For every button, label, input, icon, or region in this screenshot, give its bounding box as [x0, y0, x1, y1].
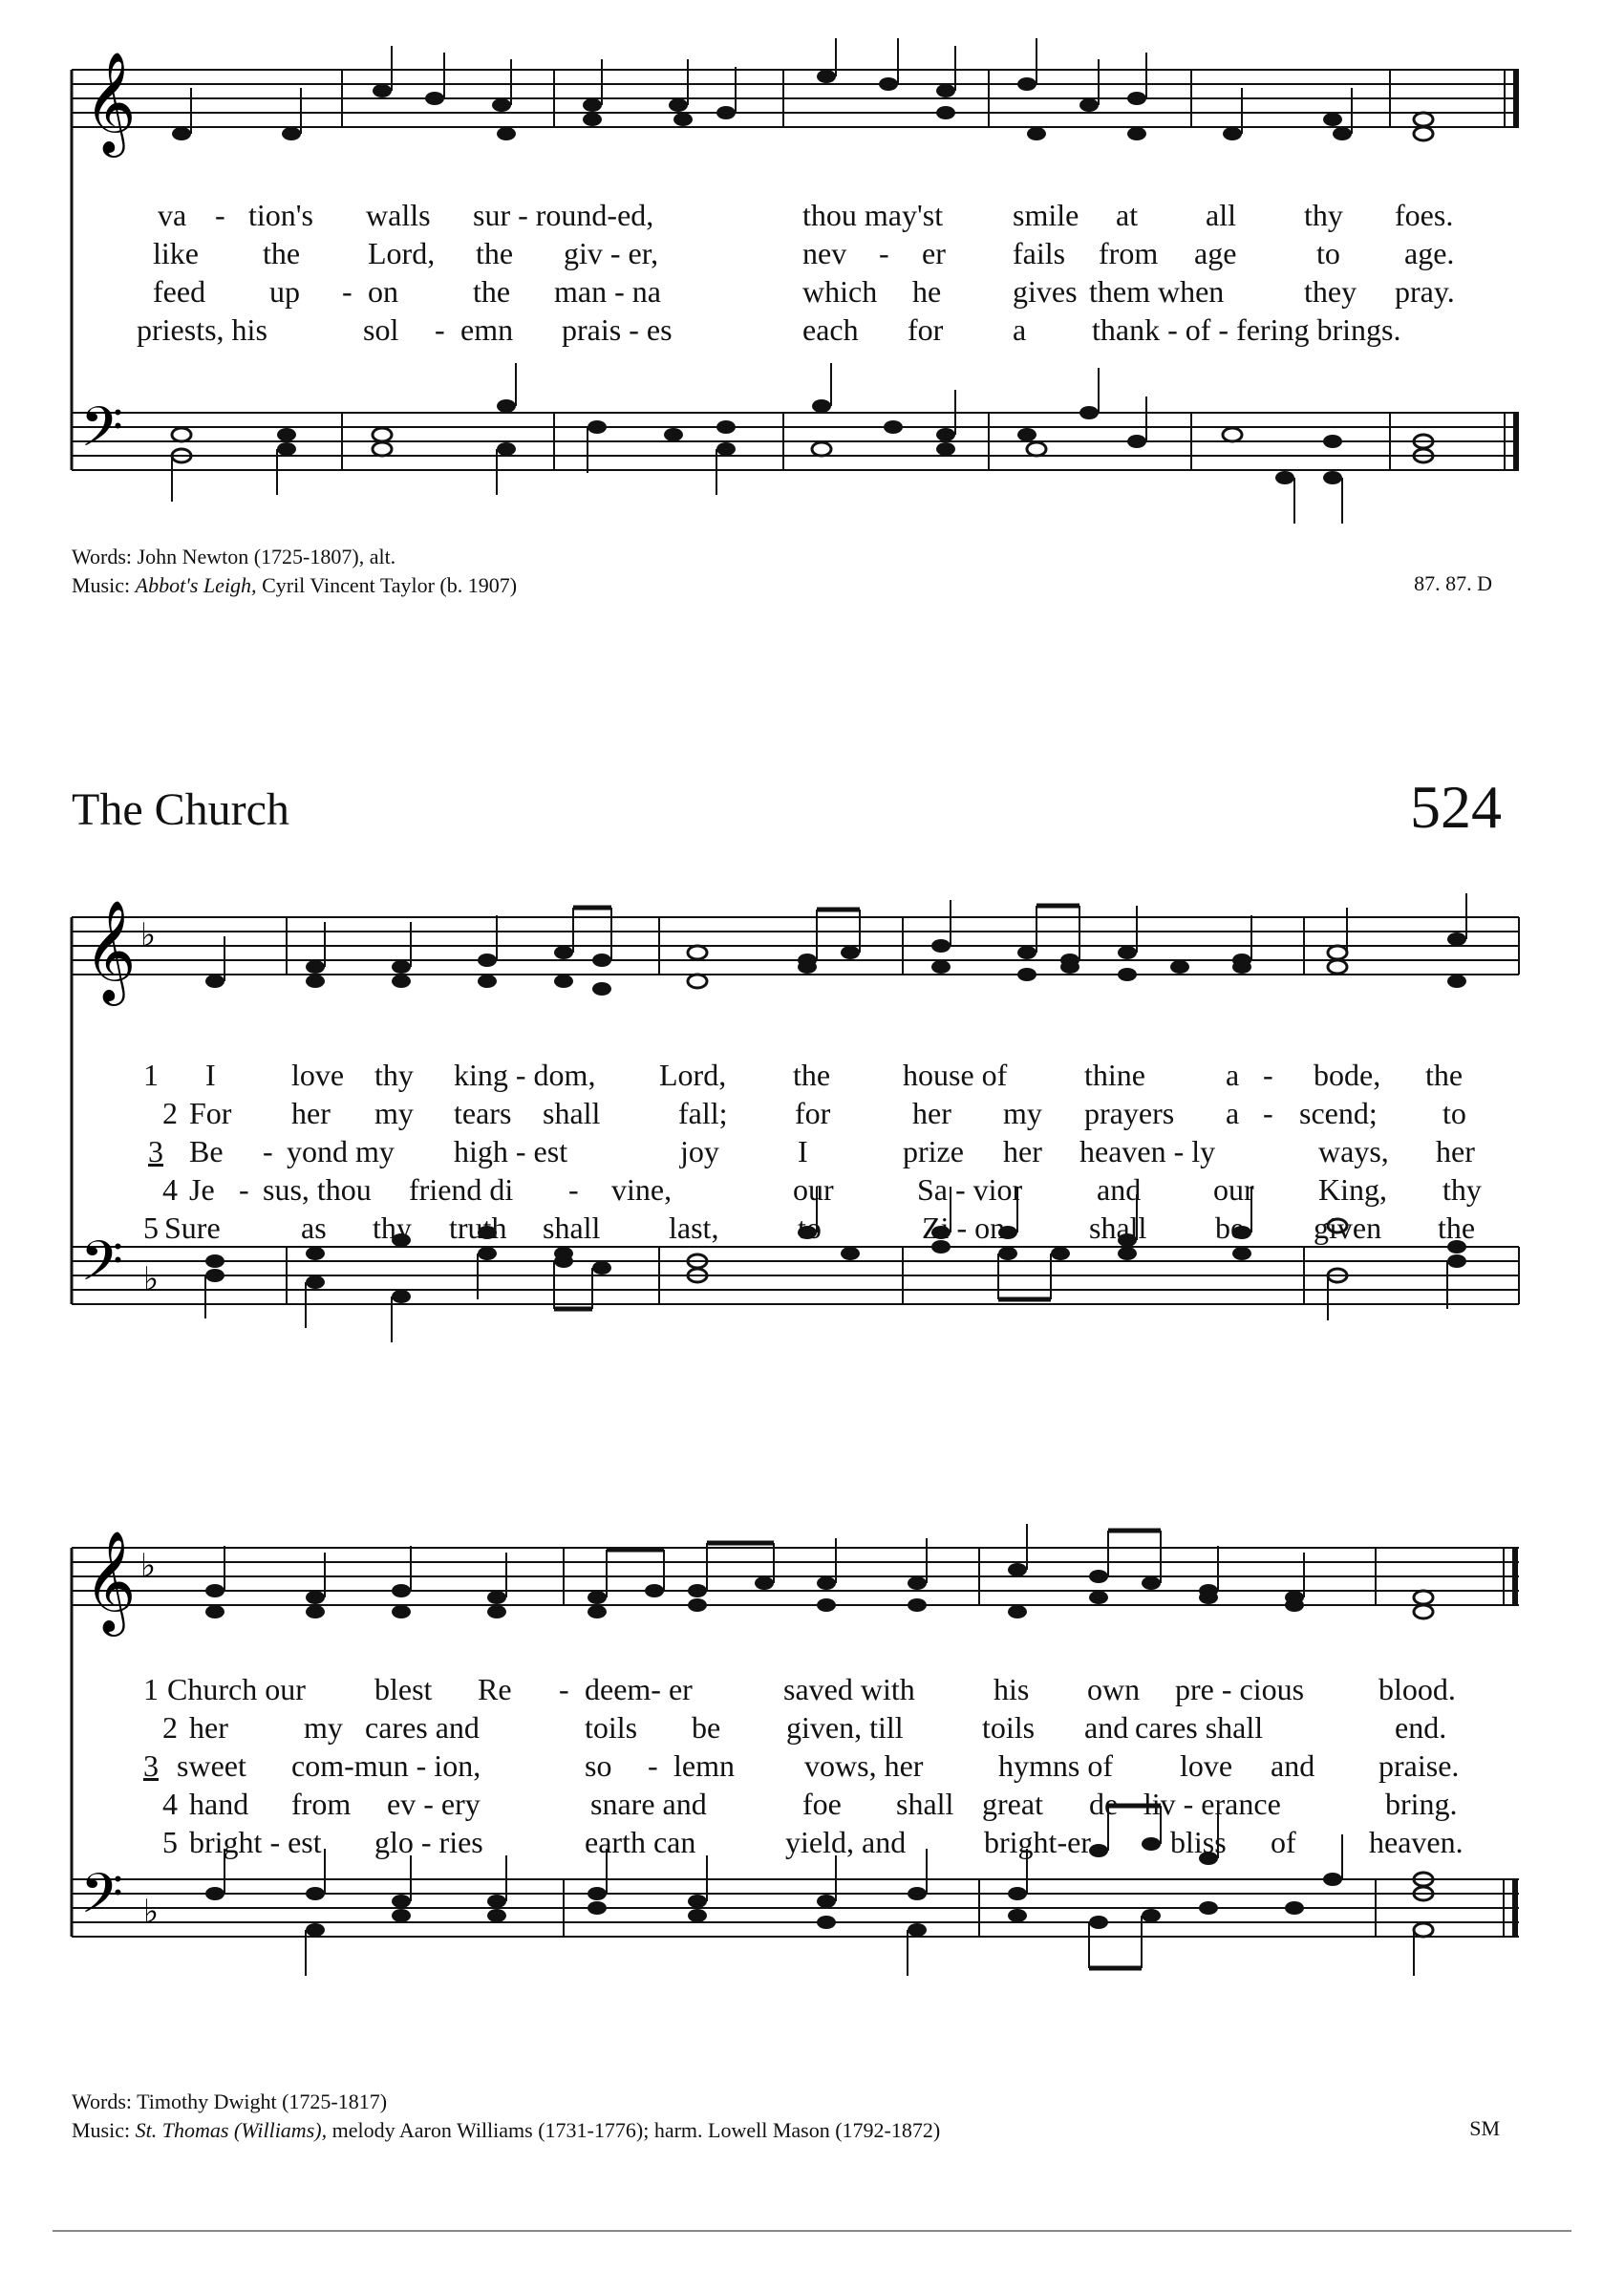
stanza-number: 4 — [162, 1787, 178, 1821]
syllable: - — [342, 274, 353, 309]
syllable: be — [1215, 1211, 1245, 1245]
syllable: all — [1206, 198, 1236, 232]
syllable: hymns of — [998, 1748, 1113, 1783]
words-credit: Words: John Newton (1725-1807), alt. — [72, 545, 396, 568]
treble-clef-icon: 𝄞 — [84, 51, 137, 153]
syllable: the — [263, 236, 301, 270]
syllable: gives — [1013, 274, 1078, 309]
syllable: from — [291, 1787, 352, 1821]
syllable: - — [239, 1172, 249, 1207]
syllable: our — [793, 1172, 834, 1207]
syllable: her — [1003, 1134, 1042, 1168]
syllable: so — [585, 1748, 612, 1783]
syllable: be — [692, 1710, 721, 1745]
syllable: for — [795, 1096, 831, 1130]
lyric-line — [0, 1823, 1624, 1861]
syllable: vows, her — [804, 1748, 924, 1783]
syllable: Lord, — [659, 1058, 727, 1092]
stanza-number: 5 — [143, 1211, 159, 1245]
syllable: age — [1194, 236, 1237, 270]
syllable: thy — [374, 1058, 414, 1092]
syllable: fails — [1013, 236, 1066, 270]
stanza-number: 1 — [143, 1058, 159, 1092]
treble-clef-icon: 𝄞 — [84, 899, 137, 1001]
syllable: ev - ery — [387, 1787, 481, 1821]
lyric-line — [0, 234, 1624, 272]
syllable: toils — [982, 1710, 1036, 1745]
syllable: praise. — [1378, 1748, 1460, 1783]
syllable: man - na — [554, 274, 661, 309]
syllable: cares shall — [1135, 1710, 1264, 1745]
syllable: end. — [1395, 1710, 1447, 1745]
syllable: Je — [189, 1172, 215, 1207]
syllable: prize — [903, 1134, 964, 1168]
syllable: up — [269, 274, 300, 309]
stanza-number: 3 — [143, 1748, 159, 1783]
syllable: great — [982, 1787, 1043, 1821]
syllable: them when — [1089, 274, 1225, 309]
syllable: bright-er — [984, 1825, 1091, 1859]
syllable: glo - ries — [374, 1825, 483, 1859]
syllable: giv - er, — [564, 236, 659, 270]
syllable: high - est — [454, 1134, 568, 1168]
syllable: Sure — [164, 1211, 221, 1245]
syllable: my — [304, 1710, 343, 1745]
syllable: blood. — [1378, 1672, 1456, 1706]
syllable: foe — [802, 1787, 842, 1821]
lyric-line — [0, 1785, 1624, 1823]
syllable: for — [908, 312, 944, 347]
syllable: given — [1314, 1211, 1382, 1245]
syllable: - — [1263, 1096, 1273, 1130]
syllable: joy — [680, 1134, 719, 1168]
meter-label: 87. 87. D — [1414, 571, 1492, 595]
syllable: house of — [903, 1058, 1008, 1092]
syllable: toils — [585, 1710, 638, 1745]
treble-clef-icon: 𝄞 — [84, 1530, 137, 1632]
lyric-line — [0, 311, 1624, 349]
syllable: to — [1442, 1096, 1466, 1130]
syllable: va — [158, 198, 187, 232]
syllable: each — [802, 312, 859, 347]
syllable: yond my — [287, 1134, 395, 1168]
syllable: - — [215, 198, 225, 232]
words-credit: Words: Timothy Dwight (1725-1817) — [72, 2089, 388, 2113]
syllable: a — [1226, 1058, 1240, 1092]
syllable: I — [205, 1058, 216, 1092]
music-credit: Music: Abbot's Leigh, Cyril Vincent Taylor (b. 1907) — [72, 573, 518, 597]
stanza-number: 3 — [148, 1134, 163, 1168]
lyric-line — [0, 1747, 1624, 1785]
syllable: and — [1084, 1710, 1129, 1745]
syllable: er — [922, 236, 946, 270]
syllable: thy — [1442, 1172, 1482, 1207]
syllable: given, till — [786, 1710, 904, 1745]
syllable: thou may'st — [802, 198, 944, 232]
hymn-524-credits — [72, 2088, 940, 2145]
syllable: her — [189, 1710, 228, 1745]
syllable: sol — [363, 312, 399, 347]
syllable: Sa - vior — [917, 1172, 1023, 1207]
syllable: sus, thou — [263, 1172, 372, 1207]
syllable: Zi - on — [922, 1211, 1006, 1245]
syllable: which — [802, 274, 878, 309]
syllable: last, — [669, 1211, 719, 1245]
syllable: thy — [1304, 198, 1343, 232]
syllable: ways, — [1318, 1134, 1389, 1168]
flat-key-signature-icon: ♭ — [143, 1260, 160, 1298]
syllable: the — [476, 236, 514, 270]
syllable: thine — [1084, 1058, 1145, 1092]
syllable: scend; — [1299, 1096, 1378, 1130]
syllable: Re — [478, 1672, 512, 1706]
syllable: I — [798, 1134, 808, 1168]
syllable: from — [1099, 236, 1159, 270]
syllable: walls — [366, 198, 431, 232]
flat-key-signature-icon: ♭ — [143, 1893, 160, 1931]
syllable: he — [912, 274, 942, 309]
lyric-line — [0, 1670, 1624, 1708]
syllable: bliss — [1170, 1825, 1227, 1859]
syllable: king - dom, — [454, 1058, 596, 1092]
syllable: love — [291, 1058, 345, 1092]
syllable: and — [1271, 1748, 1315, 1783]
section-title: The Church — [72, 784, 289, 835]
syllable: For — [189, 1096, 232, 1130]
syllable: - — [435, 312, 445, 347]
syllable: snare and — [590, 1787, 707, 1821]
syllable: Church our — [167, 1672, 306, 1706]
syllable: own — [1087, 1672, 1141, 1706]
syllable: sweet — [177, 1748, 246, 1783]
syllable: thank - of - fering brings. — [1092, 312, 1401, 347]
syllable: heaven. — [1369, 1825, 1464, 1859]
syllable: foes. — [1395, 198, 1454, 232]
syllable: shall — [543, 1211, 601, 1245]
syllable: age. — [1404, 236, 1455, 270]
flat-key-signature-icon: ♭ — [140, 916, 157, 954]
stanza-number: 1 — [143, 1672, 159, 1706]
syllable: shall — [896, 1787, 954, 1821]
syllable: priests, his — [137, 312, 267, 347]
stanza-number: 4 — [162, 1172, 178, 1207]
syllable: bode, — [1314, 1058, 1381, 1092]
syllable: the — [1438, 1211, 1476, 1245]
syllable: nev — [802, 236, 847, 270]
syllable: love — [1180, 1748, 1233, 1783]
syllable: de - liv - erance — [1089, 1787, 1281, 1821]
syllable: tion's — [248, 198, 313, 232]
syllable: at — [1116, 198, 1139, 232]
bass-clef-icon: 𝄢 — [80, 1861, 124, 1939]
syllable: - — [568, 1172, 579, 1207]
syllable: earth can — [585, 1825, 696, 1859]
syllable: shall — [1089, 1211, 1147, 1245]
syllable: deem- er — [585, 1672, 693, 1706]
syllable: saved with — [783, 1672, 915, 1706]
bass-clef-icon: 𝄢 — [80, 395, 124, 473]
syllable: prais - es — [562, 312, 673, 347]
syllable: bright - est — [189, 1825, 322, 1859]
syllable: the — [1425, 1058, 1464, 1092]
syllable: to — [1316, 236, 1340, 270]
syllable: pray. — [1395, 274, 1455, 309]
syllable: truth — [449, 1211, 507, 1245]
syllable: and — [1097, 1172, 1142, 1207]
flat-key-signature-icon: ♭ — [140, 1547, 157, 1585]
syllable: pre - cious — [1175, 1672, 1305, 1706]
hymn-number: 524 — [1410, 773, 1502, 841]
syllable: vine, — [611, 1172, 673, 1207]
syllable: my — [1003, 1096, 1042, 1130]
syllable: they — [1304, 274, 1357, 309]
syllable: the — [473, 274, 511, 309]
lyric-line — [0, 272, 1624, 311]
syllable: to — [798, 1211, 822, 1245]
syllable: a — [1226, 1096, 1240, 1130]
syllable: - — [559, 1672, 569, 1706]
syllable: our — [1213, 1172, 1254, 1207]
syllable: a — [1013, 312, 1027, 347]
lyric-line — [0, 1708, 1624, 1747]
meter-label: SM — [1469, 2116, 1500, 2140]
stanza-number: 2 — [162, 1710, 178, 1745]
syllable: shall — [543, 1096, 601, 1130]
syllable: her — [1436, 1134, 1475, 1168]
syllable: - — [1263, 1058, 1273, 1092]
syllable: as — [301, 1211, 327, 1245]
stanza-number: 2 — [162, 1096, 178, 1130]
syllable: the — [793, 1058, 831, 1092]
syllable: thy — [373, 1211, 412, 1245]
syllable: tears — [454, 1096, 512, 1130]
syllable: blest — [374, 1672, 433, 1706]
syllable: prayers — [1084, 1096, 1175, 1130]
music-credit: Music: St. Thomas (Williams), melody Aaron Williams (1731-1776); harm. Lowell Mason (1792-1872) — [72, 2118, 941, 2142]
syllable: Lord, — [368, 236, 436, 270]
top-hymn-credits — [72, 543, 517, 600]
lyric-line — [0, 1094, 1624, 1132]
syllable: like — [153, 236, 199, 270]
lyric-line — [0, 1209, 1624, 1247]
page-bottom-rule — [53, 2230, 1571, 2232]
syllable: friend di — [409, 1172, 514, 1207]
stanza-number: 5 — [162, 1825, 178, 1859]
syllable: King, — [1318, 1172, 1387, 1207]
syllable: lemn — [673, 1748, 735, 1783]
syllable: sur - round-ed, — [473, 198, 654, 232]
syllable: my — [374, 1096, 414, 1130]
lyric-line — [0, 1132, 1624, 1170]
syllable: feed — [153, 274, 206, 309]
bass-clef-icon: 𝄢 — [80, 1229, 124, 1307]
syllable: smile — [1013, 198, 1079, 232]
syllable: his — [994, 1672, 1030, 1706]
syllable: of — [1271, 1825, 1296, 1859]
syllable: her — [291, 1096, 331, 1130]
syllable: on — [368, 274, 398, 309]
syllable: - — [879, 236, 889, 270]
syllable: com-mun - ion, — [291, 1748, 481, 1783]
syllable: her — [912, 1096, 951, 1130]
lyric-line — [0, 1056, 1624, 1094]
syllable: - — [648, 1748, 658, 1783]
syllable: fall; — [678, 1096, 728, 1130]
syllable: bring. — [1385, 1787, 1458, 1821]
syllable: hand — [189, 1787, 249, 1821]
syllable: - — [263, 1134, 273, 1168]
syllable: emn — [460, 312, 514, 347]
syllable: cares and — [365, 1710, 480, 1745]
syllable: yield, and — [785, 1825, 907, 1859]
syllable: heaven - ly — [1079, 1134, 1216, 1168]
lyric-line — [0, 196, 1624, 234]
lyric-line — [0, 1170, 1624, 1209]
syllable: Be — [189, 1134, 224, 1168]
